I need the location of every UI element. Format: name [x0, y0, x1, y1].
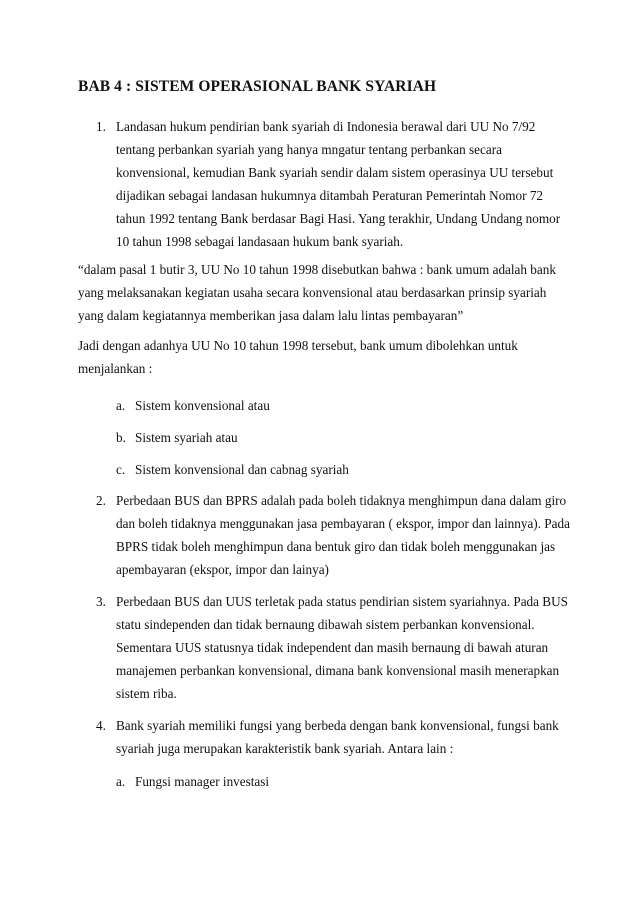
paragraph-line: dan boleh tidaknya menggunakan jasa pembayaran ( ekspor, impor dan lainnya). Pada	[116, 516, 570, 531]
paragraph-line: statu sindependen dan tidak bernaung dibawah sistem perbankan konvensional.	[116, 617, 535, 632]
paragraph-line: Perbedaan BUS dan BPRS adalah pada boleh tidaknya menghimpun dana dalam giro	[116, 493, 567, 508]
paragraph-line: syariah juga merupakan karakteristik bank syariah. Antara lain :	[116, 741, 454, 756]
list-number: 3.	[96, 594, 106, 609]
list-number: 2.	[96, 493, 106, 508]
sublist-letter: b.	[116, 430, 126, 445]
paragraph-line: tahun 1992 tentang Bank berdasar Bagi Hasi. Yang terakhir, Undang Undang nomor	[116, 211, 561, 226]
sublist-letter: c.	[116, 462, 126, 477]
paragraph-line: apembayaran (ekspor, impor dan lainya)	[116, 562, 329, 577]
paragraph-line: Perbedaan BUS dan UUS terletak pada status pendirian sistem syariahnya. Pada BUS	[116, 594, 568, 609]
list-number: 1.	[96, 119, 106, 134]
paragraph-line: konvensional, kemudian Bank syariah sendir dalam sistem operasinya UU tersebut	[116, 165, 554, 180]
paragraph-line: 10 tahun 1998 sebagai landasaan hukum bank syariah.	[116, 234, 404, 249]
paragraph-line: dijadikan sebagai landasan hukumnya ditambah Peraturan Pemerintah Nomor 72	[116, 188, 544, 203]
paragraph-line: “dalam pasal 1 butir 3, UU No 10 tahun 1998 disebutkan bahwa : bank umum adalah bank	[78, 262, 556, 277]
paragraph-line: Sementara UUS statusnya tidak independent dan masih bernaung di bawah aturan	[116, 640, 549, 655]
paragraph-line: manajemen perbankan konvensional, dimana bank konvensional masih menerapkan	[116, 663, 560, 678]
sublist-letter: a.	[116, 774, 126, 789]
paragraph-line: yang dalam kegiatannya memberikan jasa dalam lalu lintas pembayaran”	[78, 308, 464, 323]
paragraph-line: Bank syariah memiliki fungsi yang berbeda dengan bank konvensional, fungsi bank	[116, 718, 559, 733]
sublist-text: Sistem konvensional atau	[135, 398, 270, 413]
paragraph-line: sistem riba.	[116, 686, 177, 701]
paragraph-line: menjalankan :	[78, 361, 153, 376]
paragraph-line: tentang perbankan syariah yang hanya mngatur tentang perbankan secara	[116, 142, 502, 157]
paragraph-line: Landasan hukum pendirian bank syariah di Indonesia berawal dari UU No 7/92	[116, 119, 536, 134]
list-number: 4.	[96, 718, 106, 733]
sublist-letter: a.	[116, 398, 126, 413]
paragraph-line: Jadi dengan adanhya UU No 10 tahun 1998 tersebut, bank umum dibolehkan untuk	[78, 338, 518, 353]
sublist-text: Sistem syariah atau	[135, 430, 238, 445]
paragraph-line: yang melaksanakan kegiatan usaha secara konvensional atau berdasarkan prinsip syariah	[78, 285, 547, 300]
chapter-title: BAB 4 : SISTEM OPERASIONAL BANK SYARIAH	[78, 78, 437, 95]
sublist-text: Fungsi manager investasi	[135, 774, 270, 789]
paragraph-line: BPRS tidak boleh menghimpun dana bentuk giro dan tidak boleh menggunakan jas	[116, 539, 556, 554]
sublist-text: Sistem konvensional dan cabnag syariah	[135, 462, 349, 477]
